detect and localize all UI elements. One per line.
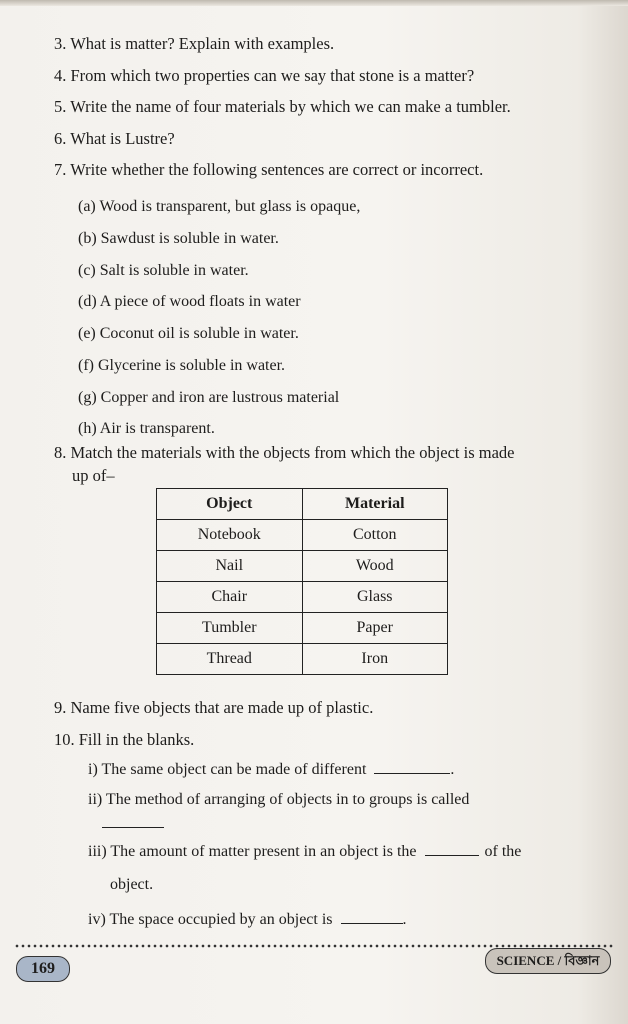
object-cell: Tumbler bbox=[157, 613, 303, 644]
question-10-iii bbox=[88, 842, 521, 862]
question-7: 7. Write whether the following sentences are correct or incorrect. bbox=[54, 160, 484, 179]
material-cell: Paper bbox=[302, 613, 448, 644]
question-6: 6. What is Lustre? bbox=[54, 129, 175, 148]
table-row bbox=[157, 551, 448, 582]
table-row bbox=[157, 520, 448, 551]
period: . bbox=[450, 761, 455, 778]
table-row bbox=[157, 582, 448, 613]
match-table-header-row bbox=[157, 489, 448, 520]
question-7-item-d: (d) A piece of wood floats in water bbox=[78, 293, 301, 310]
question-7-item-f: (f) Glycerine is soluble in water. bbox=[78, 357, 286, 374]
question-10-iii-continued: object. bbox=[110, 876, 154, 893]
question-7-item-c: (c) Salt is soluble in water. bbox=[78, 262, 249, 279]
question-5: 5. Write the name of four materials by which we can make a tumbler. bbox=[54, 97, 511, 116]
question-9: 9. Name five objects that are made up of plastic. bbox=[54, 698, 374, 717]
question-7-item-g: (g) Copper and iron are lustrous material bbox=[78, 389, 340, 406]
question-7-item-a: (a) Wood is transparent, but glass is opaque, bbox=[78, 198, 361, 215]
material-cell: Glass bbox=[302, 582, 448, 613]
question-10-ii: ii) The method of arranging of objects in to groups is called bbox=[88, 791, 470, 808]
question-7-item-h: (h) Air is transparent. bbox=[78, 420, 215, 437]
question-10-iii-text: iii) The amount of matter present in an object is the bbox=[88, 843, 417, 860]
blank-line bbox=[102, 815, 164, 828]
object-cell: Notebook bbox=[157, 520, 303, 551]
blank-line bbox=[341, 911, 403, 924]
blank-line bbox=[425, 843, 479, 856]
object-cell: Chair bbox=[157, 582, 303, 613]
question-10-iv-text: iv) The space occupied by an object is bbox=[88, 911, 333, 928]
object-cell: Thread bbox=[157, 644, 303, 675]
header-material: Material bbox=[302, 489, 448, 520]
question-3: 3. What is matter? Explain with examples. bbox=[54, 34, 335, 53]
table-row bbox=[157, 644, 448, 675]
question-10-iii-suffix: of the bbox=[484, 843, 522, 860]
question-8-continued: up of– bbox=[72, 466, 115, 485]
match-table bbox=[156, 488, 448, 675]
material-cell: Wood bbox=[302, 551, 448, 582]
question-10-iv bbox=[88, 910, 407, 930]
page-number-badge: 169 bbox=[16, 956, 70, 982]
question-10-i-text: i) The same object can be made of different bbox=[88, 761, 367, 778]
material-cell: Cotton bbox=[302, 520, 448, 551]
question-4: 4. From which two properties can we say that stone is a matter? bbox=[54, 66, 475, 85]
question-7-item-b: (b) Sawdust is soluble in water. bbox=[78, 230, 279, 247]
question-10: 10. Fill in the blanks. bbox=[54, 730, 195, 749]
header-object: Object bbox=[157, 489, 303, 520]
question-7-item-e: (e) Coconut oil is soluble in water. bbox=[78, 325, 299, 342]
table-row bbox=[157, 613, 448, 644]
question-10-i bbox=[88, 760, 454, 780]
blank-line bbox=[374, 761, 450, 774]
object-cell: Nail bbox=[157, 551, 303, 582]
page-top-edge bbox=[0, 0, 628, 6]
material-cell: Iron bbox=[302, 644, 448, 675]
period: . bbox=[402, 911, 407, 928]
subject-badge: SCIENCE / বিজ্ঞান bbox=[485, 948, 611, 974]
question-8: 8. Match the materials with the objects from which the object is made bbox=[54, 443, 515, 462]
